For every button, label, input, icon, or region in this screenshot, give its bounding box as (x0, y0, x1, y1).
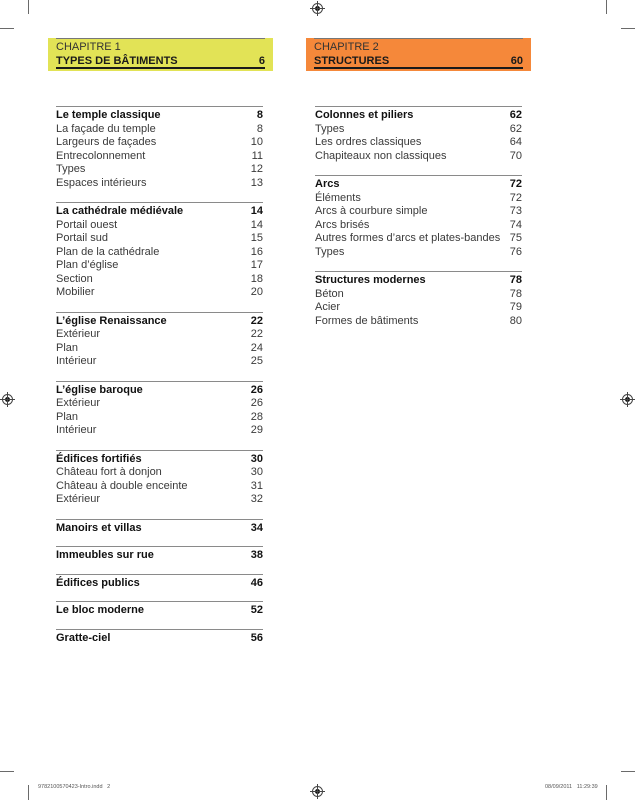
toc-entry-title: Arcs à courbure simple (315, 205, 428, 217)
toc-entry-page: 14 (250, 218, 263, 231)
chapter-label: CHAPITRE 1 (56, 41, 121, 53)
toc-entry-page: 30 (250, 466, 263, 478)
toc-entry-page: 70 (509, 149, 522, 162)
toc-entry-page: 24 (250, 341, 263, 354)
crop-mark (0, 28, 14, 29)
toc-section (56, 381, 263, 438)
registration-mark-icon (312, 3, 323, 14)
toc-section-title: Manoirs et villas (56, 521, 142, 534)
toc-section-title: Le bloc moderne (56, 604, 145, 616)
toc-section-page: 22 (250, 314, 263, 327)
toc-entry[interactable] (56, 493, 263, 507)
crop-mark (28, 0, 29, 14)
toc-entry[interactable] (315, 205, 522, 219)
toc-section-heading[interactable] (315, 178, 522, 192)
toc-entry-page: 73 (509, 205, 522, 217)
toc-entry-title: Plan d’église (56, 259, 119, 271)
toc-entry[interactable] (56, 424, 263, 438)
toc-entry[interactable] (56, 259, 263, 273)
toc-entry-page: 29 (250, 424, 263, 436)
toc-entry-title: Acier (315, 301, 341, 313)
toc-entry-page: 78 (509, 287, 522, 300)
toc-entry-page: 20 (250, 286, 263, 298)
toc-entry-page: 11 (251, 149, 263, 162)
toc-section (56, 629, 263, 646)
toc-entry-page: 8 (256, 122, 263, 135)
toc-entry-title: Types (315, 245, 345, 258)
toc-section-heading[interactable] (56, 205, 263, 219)
toc-section-heading[interactable] (56, 384, 263, 398)
toc-entry-page: 17 (250, 259, 263, 271)
toc-section-page: 52 (250, 604, 263, 616)
toc-entry-page: 12 (250, 163, 263, 175)
toc-section-heading[interactable] (56, 604, 263, 618)
toc-entry[interactable] (315, 232, 522, 246)
toc-section-heading[interactable] (56, 453, 263, 467)
toc-entry-page: 13 (250, 176, 263, 189)
toc-entry[interactable] (315, 301, 522, 315)
registration-mark-icon (2, 394, 13, 405)
chapter-label: CHAPITRE 2 (314, 41, 379, 53)
chapter-title: TYPES DE BÂTIMENTS (56, 55, 178, 67)
toc-section (56, 574, 263, 591)
crop-mark (621, 771, 635, 772)
toc-entry-title: Extérieur (56, 328, 101, 340)
toc-entry[interactable] (56, 273, 263, 287)
footer-datetime: 08/09/2011 11:29:39 (545, 784, 598, 790)
toc-section-title: Le temple classique (56, 109, 161, 121)
toc-entry[interactable] (56, 355, 263, 369)
toc-entry-title: Portail sud (56, 232, 108, 244)
toc-entry-title: Extérieur (56, 493, 101, 505)
toc-entry-page: 64 (509, 136, 522, 148)
toc-entry-title: Plan de la cathédrale (56, 245, 160, 258)
toc-section (56, 546, 263, 563)
toc-entry-page: 62 (509, 122, 522, 135)
toc-entry-title: Types (56, 163, 86, 175)
chapter-page: 6 (258, 55, 265, 67)
toc-entry-title: Intérieur (56, 424, 97, 436)
toc-section-title: Arcs (315, 178, 340, 190)
toc-section-heading[interactable] (56, 109, 263, 123)
toc-entry-title: Château à double enceinte (56, 479, 188, 492)
toc-section (56, 202, 263, 300)
toc-section-heading[interactable] (315, 109, 522, 123)
toc-entry-title: Formes de bâtiments (315, 314, 419, 327)
toc-section-page: 56 (250, 631, 263, 644)
toc-entry-title: Plan (56, 341, 79, 354)
toc-section-heading[interactable] (56, 549, 263, 563)
registration-mark-icon (622, 394, 633, 405)
toc-section-page: 30 (250, 452, 263, 465)
toc-section-title: Immeubles sur rue (56, 549, 154, 561)
toc-entry-page: 25 (250, 355, 263, 367)
chapter-header-2 (306, 38, 531, 71)
toc-entry-page: 79 (509, 301, 522, 313)
toc-section-heading[interactable] (56, 522, 263, 536)
toc-entry[interactable] (56, 480, 263, 494)
toc-section-title: Édifices fortifiés (56, 452, 142, 465)
toc-entry-page: 80 (509, 314, 522, 327)
toc-entry[interactable] (56, 136, 263, 150)
toc-entry[interactable] (315, 246, 522, 260)
toc-entry-title: Section (56, 272, 93, 285)
toc-entry[interactable] (315, 288, 522, 302)
toc-entry-title: La façade du temple (56, 122, 156, 135)
toc-section-heading[interactable] (56, 577, 263, 591)
toc-entry[interactable] (56, 177, 263, 191)
crop-mark (0, 771, 14, 772)
crop-mark (606, 0, 607, 14)
toc-entry[interactable] (56, 123, 263, 137)
toc-entry-page: 26 (250, 397, 263, 409)
toc-section-title: Colonnes et piliers (315, 109, 414, 121)
toc-entry[interactable] (56, 163, 263, 177)
toc-section (315, 175, 522, 259)
toc-entry-page: 76 (509, 245, 522, 258)
toc-entry-page: 75 (509, 232, 522, 244)
toc-entry[interactable] (56, 232, 263, 246)
toc-entry-page: 18 (250, 272, 263, 285)
toc-section-heading[interactable] (56, 315, 263, 329)
toc-section (315, 271, 522, 328)
footer-file: 9782100570423-Intro.indd 2 (38, 784, 111, 790)
toc-entry[interactable] (56, 246, 263, 260)
toc-section (56, 450, 263, 507)
toc-entry[interactable] (56, 150, 263, 164)
toc-entry[interactable] (315, 315, 522, 329)
toc-entry-page: 10 (250, 136, 263, 148)
toc-section (56, 106, 263, 190)
toc-section-title: La cathédrale médiévale (56, 205, 184, 217)
toc-entry-page: 15 (250, 232, 263, 244)
toc-section-page: 38 (250, 549, 263, 561)
toc-section-page: 62 (509, 109, 522, 121)
toc-entry-title: Les ordres classiques (315, 136, 422, 148)
toc-entry-page: 22 (250, 328, 263, 340)
toc-column-chapter-1 (56, 106, 263, 656)
toc-section-page: 8 (256, 109, 263, 121)
toc-column-chapter-2 (315, 106, 522, 340)
chapter-header-1 (48, 38, 273, 71)
crop-mark (606, 785, 607, 800)
toc-entry[interactable] (315, 123, 522, 137)
toc-entry-page: 16 (250, 245, 263, 258)
toc-entry-page: 28 (250, 410, 263, 423)
toc-section (315, 106, 522, 163)
toc-section-heading[interactable] (315, 274, 522, 288)
toc-section-title: Structures modernes (315, 274, 426, 286)
toc-entry[interactable] (315, 150, 522, 164)
toc-entry[interactable] (56, 342, 263, 356)
toc-entry-page: 31 (250, 479, 263, 492)
toc-entry[interactable] (56, 397, 263, 411)
toc-section-title: Édifices publics (56, 576, 140, 589)
toc-section-page: 34 (250, 521, 263, 534)
toc-entry-title: Château fort à donjon (56, 466, 162, 478)
chapter-title: STRUCTURES (314, 55, 390, 67)
toc-entry-title: Largeurs de façades (56, 136, 157, 148)
toc-entry-title: Types (315, 122, 345, 135)
toc-section-title: L’église baroque (56, 383, 143, 396)
toc-entry-page: 32 (250, 493, 263, 505)
toc-entry[interactable] (315, 192, 522, 206)
toc-entry-title: Éléments (315, 191, 361, 204)
toc-entry[interactable] (56, 286, 263, 300)
toc-entry-title: Plan (56, 410, 79, 423)
toc-section-page: 78 (509, 274, 522, 286)
toc-entry[interactable] (315, 219, 522, 233)
toc-section-page: 26 (250, 383, 263, 396)
toc-section-title: Gratte-ciel (56, 631, 111, 644)
toc-section-title: L’église Renaissance (56, 314, 167, 327)
toc-entry-title: Béton (315, 287, 344, 300)
toc-entry-title: Arcs brisés (315, 218, 370, 231)
toc-entry-title: Intérieur (56, 355, 97, 367)
toc-entry-title: Chapiteaux non classiques (315, 149, 447, 162)
toc-entry-title: Portail ouest (56, 218, 118, 231)
toc-entry-title: Mobilier (56, 286, 95, 298)
toc-entry-title: Autres formes d’arcs et plates-bandes (315, 232, 501, 244)
toc-section (56, 519, 263, 536)
toc-section-heading[interactable] (56, 632, 263, 646)
toc-entry[interactable] (56, 411, 263, 425)
toc-entry-page: 72 (509, 191, 522, 204)
toc-entry[interactable] (56, 466, 263, 480)
registration-mark-icon (312, 786, 323, 797)
toc-section-page: 72 (509, 178, 522, 190)
toc-section-page: 46 (250, 576, 263, 589)
slug-divider (28, 785, 29, 798)
toc-entry[interactable] (56, 328, 263, 342)
toc-entry-title: Entrecolonnement (56, 149, 146, 162)
toc-entry-title: Extérieur (56, 397, 101, 409)
crop-mark (621, 28, 635, 29)
toc-section (56, 312, 263, 369)
toc-section-page: 14 (250, 205, 263, 217)
toc-section (56, 601, 263, 618)
chapter-page: 60 (510, 55, 523, 67)
toc-entry[interactable] (56, 219, 263, 233)
toc-entry[interactable] (315, 136, 522, 150)
toc-entry-title: Espaces intérieurs (56, 176, 147, 189)
toc-entry-page: 74 (509, 218, 522, 231)
